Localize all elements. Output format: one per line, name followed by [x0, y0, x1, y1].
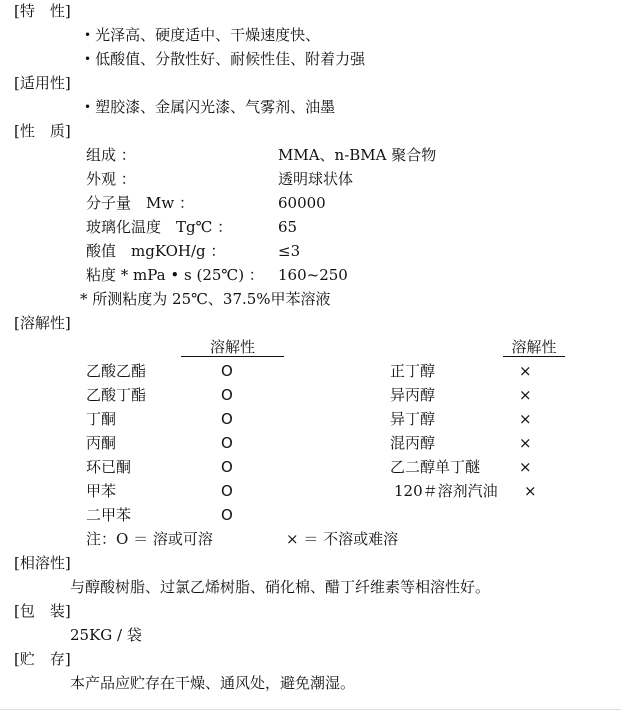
property-label: 组成 ：	[86, 146, 136, 164]
compatibility-text: 与醇酸树脂、过氯乙烯树脂、硝化棉、醋丁纤维素等相溶性好。	[70, 578, 491, 596]
solvent-name: 异丙醇	[390, 386, 436, 404]
soluble-mark-icon: O	[221, 458, 233, 476]
solvent-name: 乙酸乙酯	[86, 362, 147, 380]
viscosity-note: * 所测粘度为 25℃、37.5%甲苯溶液	[80, 290, 331, 308]
property-value: ≤3	[278, 242, 301, 260]
applications-item-1	[84, 100, 335, 115]
section-title-applications: [适用性]	[14, 74, 71, 92]
property-value: 160~250	[278, 266, 348, 284]
solvent-name: 乙酸丁酯	[86, 386, 147, 404]
section-title-packaging: [包 装]	[14, 602, 71, 620]
property-label: 分子量 Mw ：	[86, 194, 194, 212]
solvent-name: 二甲苯	[86, 506, 132, 524]
solvent-name: 环已酮	[86, 458, 132, 476]
section-title-storage: [贮 存]	[14, 650, 71, 668]
soluble-mark-icon: O	[221, 482, 233, 500]
solvent-name: 120＃溶剂汽油	[394, 482, 498, 500]
property-value: 60000	[278, 194, 326, 212]
solvent-name: 乙二醇单丁醚	[390, 458, 481, 476]
property-value: 65	[278, 218, 298, 236]
bullet-icon: •	[84, 52, 92, 66]
bullet-icon: •	[84, 100, 92, 114]
solvent-name: 正丁醇	[390, 362, 436, 380]
solvent-name: 丁酮	[86, 410, 117, 428]
solvent-name: 混丙醇	[390, 434, 436, 452]
insoluble-mark-icon: ×	[519, 410, 532, 428]
solvent-name: 异丁醇	[390, 410, 436, 428]
storage-text: 本产品应贮存在干燥、通风处，避免潮湿。	[70, 674, 356, 692]
insoluble-mark-icon: ×	[519, 362, 532, 380]
insoluble-mark-icon: ×	[519, 386, 532, 404]
features-item-1-text: 光泽高、硬度适中、干燥速度快、	[95, 26, 321, 44]
bullet-icon: •	[84, 28, 92, 42]
property-value: 透明球状体	[278, 170, 354, 188]
property-label: 外观 ：	[86, 170, 136, 188]
insoluble-mark-icon: ×	[519, 458, 532, 476]
soluble-mark-icon: O	[221, 434, 233, 452]
property-label: 酸值 mgKOH/g ：	[86, 242, 226, 260]
solvent-name: 丙酮	[86, 434, 117, 452]
solubility-legend-soluble: 注：O ＝ 溶或可溶	[86, 530, 213, 548]
features-item-2-text: 低酸值、分散性好、耐候性佳、附着力强	[95, 50, 366, 68]
soluble-mark-icon: O	[221, 410, 233, 428]
features-item-1	[84, 28, 320, 43]
applications-item-1-text: 塑胶漆、金属闪光漆、气雾剂、油墨	[95, 98, 336, 116]
insoluble-mark-icon: ×	[519, 434, 532, 452]
property-label: 粘度 * mPa • s (25℃) ：	[86, 266, 264, 284]
insoluble-mark-icon: ×	[524, 482, 537, 500]
features-item-2	[84, 52, 365, 67]
property-label: 玻璃化温度 Tg℃ ：	[86, 218, 233, 236]
solubility-column-header-left: 溶解性	[181, 340, 284, 357]
soluble-mark-icon: O	[221, 506, 233, 524]
section-title-features: [特 性]	[14, 2, 71, 20]
packaging-text: 25KG / 袋	[70, 626, 142, 644]
soluble-mark-icon: O	[221, 386, 233, 404]
section-title-compatibility: [相溶性]	[14, 554, 71, 572]
section-title-properties: [性 质]	[14, 122, 71, 140]
solubility-legend-insoluble: × ＝ 不溶或难溶	[286, 530, 399, 548]
section-title-solubility: [溶解性]	[14, 314, 71, 332]
property-value: MMA、n-BMA 聚合物	[278, 146, 437, 164]
solubility-column-header-right: 溶解性	[503, 340, 565, 357]
soluble-mark-icon: O	[221, 362, 233, 380]
solvent-name: 甲苯	[86, 482, 117, 500]
